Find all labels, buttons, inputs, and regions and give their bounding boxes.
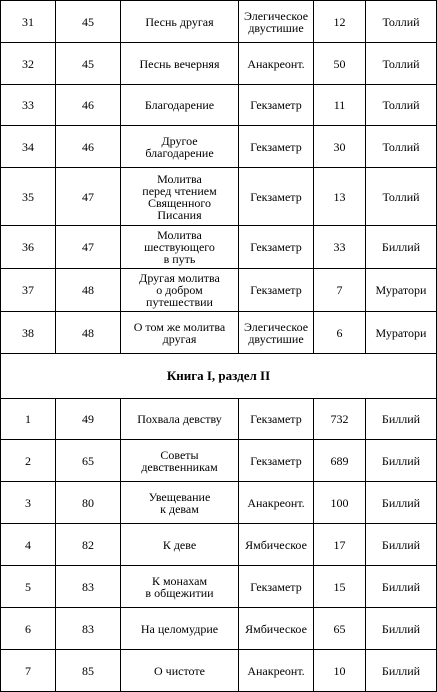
cell-page: 48 — [56, 269, 121, 312]
cell-translator: Толлий — [366, 1, 437, 43]
cell-meter: Элегическое двустишие — [239, 1, 314, 43]
cell-translator: Биллий — [366, 566, 437, 608]
cell-meter: Гекзаметр — [239, 226, 314, 269]
cell-meter: Гекзаметр — [239, 566, 314, 608]
cell-page: 46 — [56, 85, 121, 126]
cell-meter: Гекзаметр — [239, 126, 314, 168]
table-row — [1, 126, 437, 168]
cell-meter: Анакреонт. — [239, 650, 314, 692]
cell-number: 7 — [1, 650, 56, 692]
cell-lines: 33 — [314, 226, 366, 269]
cell-page: 83 — [56, 608, 121, 650]
cell-page: 48 — [56, 312, 121, 354]
cell-number: 1 — [1, 399, 56, 440]
cell-page: 47 — [56, 226, 121, 269]
table-row — [1, 85, 437, 126]
cell-title: Молитва перед чтением Священного Писания — [121, 168, 239, 226]
cell-title: О чистоте — [121, 650, 239, 692]
cell-title: Увещевание к девам — [121, 482, 239, 524]
table-row — [1, 399, 437, 440]
cell-meter: Анакреонт. — [239, 482, 314, 524]
cell-page: 83 — [56, 566, 121, 608]
cell-page: 47 — [56, 168, 121, 226]
cell-page: 80 — [56, 482, 121, 524]
cell-number: 6 — [1, 608, 56, 650]
cell-meter: Ямбическое — [239, 608, 314, 650]
cell-lines: 65 — [314, 608, 366, 650]
cell-translator: Биллий — [366, 440, 437, 482]
cell-translator: Муратори — [366, 269, 437, 312]
cell-title: Другое благодарение — [121, 126, 239, 168]
cell-title: Молитва шествующего в путь — [121, 226, 239, 269]
cell-title: Благодарение — [121, 85, 239, 126]
cell-lines: 30 — [314, 126, 366, 168]
table-row — [1, 226, 437, 269]
table-row — [1, 566, 437, 608]
cell-page: 82 — [56, 524, 121, 566]
cell-translator: Биллий — [366, 524, 437, 566]
cell-title: К монахам в общежитии — [121, 566, 239, 608]
cell-number: 37 — [1, 269, 56, 312]
cell-translator: Биллий — [366, 399, 437, 440]
cell-meter: Ямбическое — [239, 524, 314, 566]
cell-translator: Биллий — [366, 482, 437, 524]
section-row — [1, 354, 437, 399]
table-row — [1, 1, 437, 43]
cell-lines: 689 — [314, 440, 366, 482]
cell-title: На целомудрие — [121, 608, 239, 650]
cell-page: 45 — [56, 1, 121, 43]
table-row — [1, 608, 437, 650]
cell-lines: 12 — [314, 1, 366, 43]
cell-number: 34 — [1, 126, 56, 168]
cell-lines: 732 — [314, 399, 366, 440]
table-row — [1, 650, 437, 692]
cell-number: 2 — [1, 440, 56, 482]
cell-translator: Толлий — [366, 168, 437, 226]
cell-number: 33 — [1, 85, 56, 126]
cell-meter: Элегическое двустишие — [239, 312, 314, 354]
cell-title: Песнь вечерняя — [121, 43, 239, 85]
cell-page: 45 — [56, 43, 121, 85]
table-row — [1, 440, 437, 482]
cell-title: К деве — [121, 524, 239, 566]
cell-title: Другая молитва о добром путешествии — [121, 269, 239, 312]
cell-lines: 13 — [314, 168, 366, 226]
cell-translator: Биллий — [366, 226, 437, 269]
cell-lines: 15 — [314, 566, 366, 608]
cell-title: Песнь другая — [121, 1, 239, 43]
table-row — [1, 168, 437, 226]
cell-translator: Толлий — [366, 43, 437, 85]
cell-number: 31 — [1, 1, 56, 43]
table-row — [1, 269, 437, 312]
section-heading: Книга I, раздел II — [1, 354, 437, 399]
cell-title: Похвала девству — [121, 399, 239, 440]
cell-lines: 17 — [314, 524, 366, 566]
cell-meter: Гекзаметр — [239, 440, 314, 482]
cell-meter: Гекзаметр — [239, 85, 314, 126]
cell-page: 49 — [56, 399, 121, 440]
cell-translator: Биллий — [366, 608, 437, 650]
cell-title: О том же молитва другая — [121, 312, 239, 354]
cell-translator: Толлий — [366, 126, 437, 168]
table-row — [1, 43, 437, 85]
cell-number: 5 — [1, 566, 56, 608]
cell-meter: Анакреонт. — [239, 43, 314, 85]
cell-lines: 6 — [314, 312, 366, 354]
cell-lines: 100 — [314, 482, 366, 524]
cell-number: 35 — [1, 168, 56, 226]
cell-page: 65 — [56, 440, 121, 482]
cell-meter: Гекзаметр — [239, 269, 314, 312]
cell-lines: 11 — [314, 85, 366, 126]
cell-translator: Толлий — [366, 85, 437, 126]
cell-page: 46 — [56, 126, 121, 168]
cell-number: 36 — [1, 226, 56, 269]
cell-number: 3 — [1, 482, 56, 524]
table-row — [1, 482, 437, 524]
cell-lines: 50 — [314, 43, 366, 85]
cell-page: 85 — [56, 650, 121, 692]
cell-translator: Биллий — [366, 650, 437, 692]
cell-lines: 10 — [314, 650, 366, 692]
cell-number: 32 — [1, 43, 56, 85]
cell-translator: Муратори — [366, 312, 437, 354]
cell-meter: Гекзаметр — [239, 168, 314, 226]
cell-number: 38 — [1, 312, 56, 354]
table-row — [1, 312, 437, 354]
cell-number: 4 — [1, 524, 56, 566]
table-row — [1, 524, 437, 566]
cell-lines: 7 — [314, 269, 366, 312]
cell-meter: Гекзаметр — [239, 399, 314, 440]
cell-title: Советы девственникам — [121, 440, 239, 482]
